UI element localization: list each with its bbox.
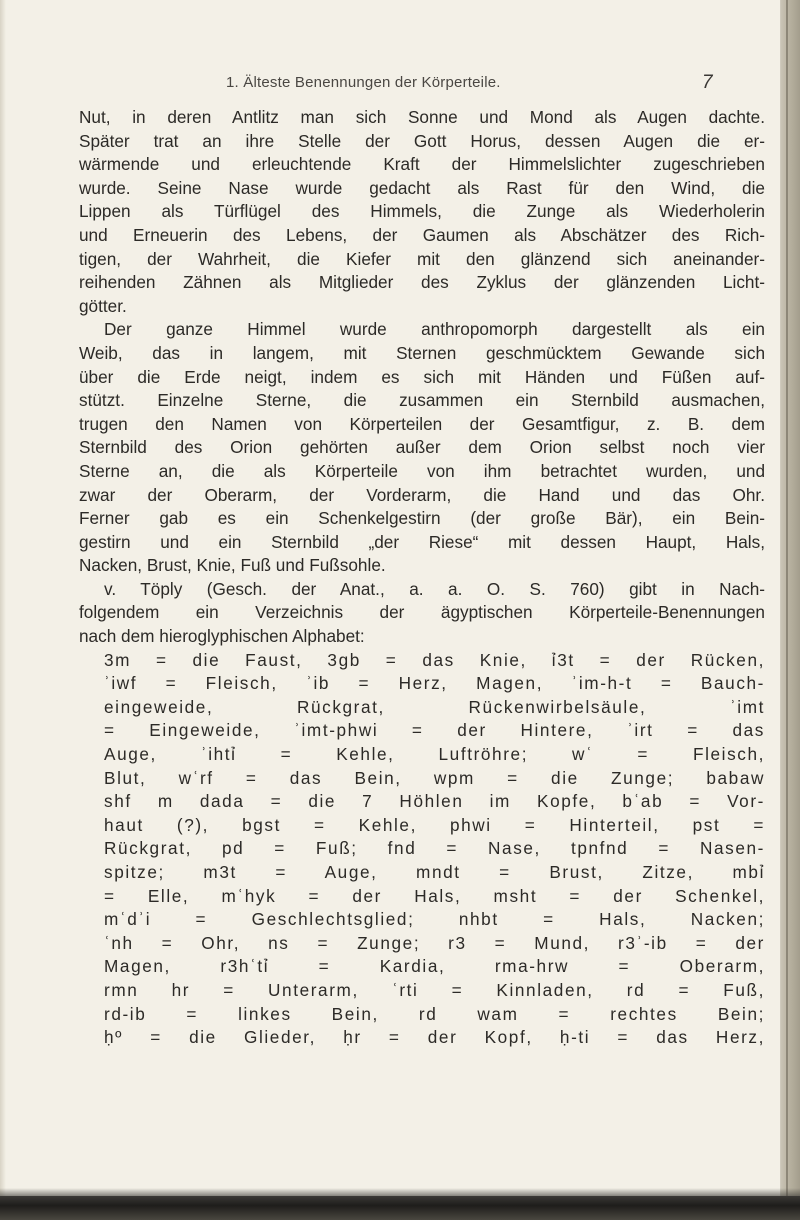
text-line: v. Töply (Gesch. der Anat., a. a. O. S. 760) gibt in Nach- [104,578,765,599]
page-number: 7 [702,72,713,93]
text-line: Der ganze Himmel wurde anthropomorph dargestellt als ein [104,319,765,340]
text-line: reihenden Zähnen als Mitglieder des Zyklus der glänzenden Licht- [79,272,765,293]
glossary-line: Magen, r3hʿtỉ = Kardia, rma-hrw = Oberarm, [104,956,765,977]
glossary-line: eingeweide, Rückgrat, Rückenwirbelsäule, ʾimt [104,696,765,717]
text-line: wurde. Seine Nase wurde gedacht als Rast für den Wind, die [79,177,765,198]
text-line: nach dem hieroglyphischen Alphabet: [79,626,365,647]
text-line: Später trat an ihre Stelle der Gott Horus, dessen Augen die er- [79,130,765,151]
scan-edge-line [786,0,788,1220]
text-line: und Erneuerin des Lebens, der Gaumen als Abschätzer des Rich- [79,224,765,245]
glossary-line: ʾiwf = Fleisch, ʾib = Herz, Magen, ʾim-h-t = Bauch- [104,673,765,694]
text-line: Lippen als Türflügel des Himmels, die Zunge als Wiederholerin [79,201,765,222]
scan-bottom-shadow [0,1196,800,1220]
text-line: gestirn und ein Sternbild „der Riese“ mit dessen Haupt, Hals, [79,531,765,552]
glossary-line: Blut, wʿrf = das Bein, wpm = die Zunge; babaw [104,767,765,788]
glossary-line: 3m = die Faust, 3gb = das Knie, ỉ3t = der Rücken, [104,649,765,670]
glossary-line: Auge, ʾihtỉ = Kehle, Luftröhre; wʿ = Fleisch, [104,744,765,765]
text-line: Nut, in deren Antlitz man sich Sonne und Mond als Augen dachte. [79,107,765,127]
text-line: wärmende und erleuchtende Kraft der Himmelslichter zugeschrieben [79,154,765,175]
text-line: Sternbild des Orion gehörten außer dem Orion selbst noch vier [79,437,765,458]
text-line: Weib, das in langem, mit Sternen geschmücktem Gewande sich [79,342,765,363]
page-gutter-shadow [0,0,6,1205]
scan-bottom-fade [0,1188,800,1196]
text-line: Ferner gab es ein Schenkelgestirn (der große Bär), ein Bein- [79,508,765,529]
running-head: 1. Älteste Benennungen der Körperteile. [226,74,501,91]
glossary-line: mʿdʾi = Geschlechtsglied; nhbt = Hals, Nacken; [104,909,765,930]
glossary-line: = Eingeweide, ʾimt-phwi = der Hintere, ʾirt = das [104,720,765,741]
glossary-line: rmn hr = Unterarm, ʿrti = Kinnladen, rd = Fuß, [104,979,765,1000]
glossary-line: = Elle, mʿhyk = der Hals, msht = der Schenkel, [104,885,765,906]
glossary-line: haut (?), bgst = Kehle, phwi = Hinterteil, pst = [104,814,765,835]
body-text [79,106,765,1050]
text-line: folgendem ein Verzeichnis der ägyptischen Körperteile-Benennungen [79,602,765,623]
text-line: Nacken, Brust, Knie, Fuß und Fußsohle. [79,555,386,576]
text-line: über die Erde neigt, indem es sich mit Händen und Füßen auf- [79,366,765,387]
text-line: trugen den Namen von Körperteilen der Gesamtfigur, z. B. dem [79,413,765,434]
scan-edge-strip [781,0,800,1220]
text-line: zwar der Oberarm, der Vorderarm, die Hand und das Ohr. [79,484,765,505]
glossary-line: spitze; m3t = Auge, mndt = Brust, Zitze, mbỉ [104,862,765,882]
glossary-line: ʿnh = Ohr, ns = Zunge; r3 = Mund, r3ʾ-ib = der [104,932,765,953]
text-line: tigen, der Wahrheit, die Kiefer mit den glänzend sich aneinander- [79,248,765,269]
text-line: Sterne an, die als Körperteile von ihm betrachtet wurden, und [79,460,765,481]
text-line: götter. [79,295,127,316]
glossary-line: ḥº = die Glieder, ḥr = der Kopf, ḥ-ti = das Herz, [104,1027,765,1048]
text-line: stützt. Einzelne Sterne, die zusammen ein Sternbild ausmachen, [79,390,765,411]
glossary-line: shf m dada = die 7 Höhlen im Kopfe, bʿab = Vor- [104,791,765,812]
glossary-line: Rückgrat, pd = Fuß; fnd = Nase, tpnfnd = Nasen- [104,838,765,859]
glossary-line: rd-ib = linkes Bein, rd wam = rechtes Bein; [104,1003,765,1024]
